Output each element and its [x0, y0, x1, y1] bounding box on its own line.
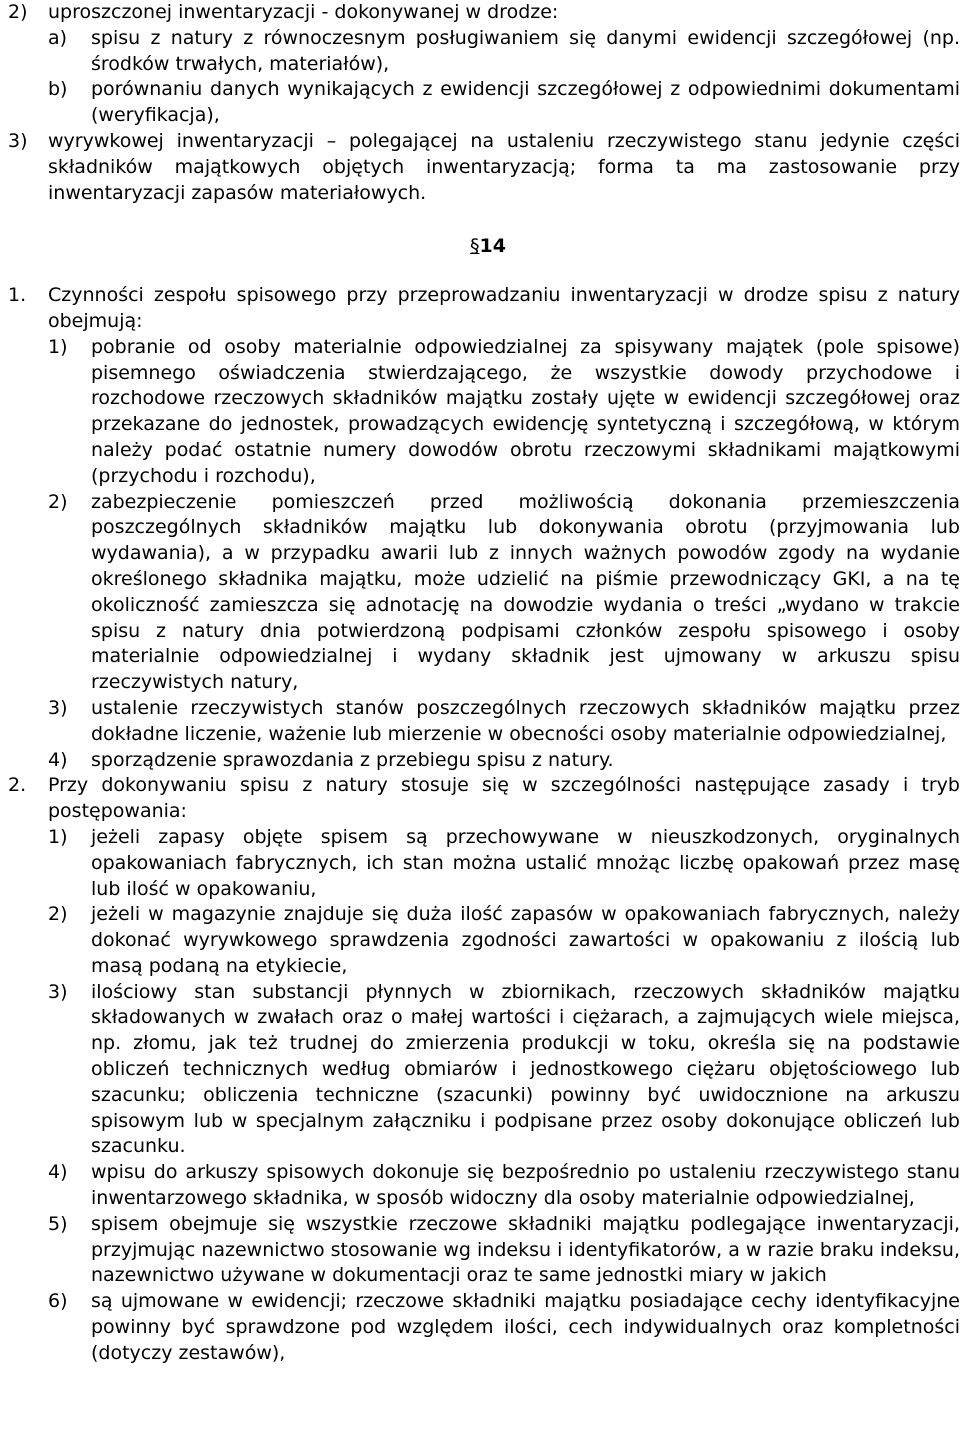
list-number: 2) [48, 490, 68, 513]
list-item-3 [8, 129, 960, 206]
list-number: 5) [48, 1212, 68, 1235]
point-2-item [8, 902, 960, 979]
list-number: 2) [8, 1, 28, 23]
section-symbol: § [470, 235, 480, 258]
list-number: 3) [48, 696, 68, 719]
point-2-item [8, 1160, 960, 1212]
list-number: 2) [48, 903, 68, 926]
point-text: Przy dokonywaniu spisu z natury stosuje się w szczególności następujące zasady i tryb postępowania: [48, 774, 960, 823]
list-letter: a) [48, 26, 68, 49]
list-text: wpisu do arkuszy spisowych dokonuje się bezpośrednio po ustaleniu rzeczywistego stanu inwentarzowego składnika, w sposób widoczny dla osoby materialnie odpowiedzialnej, [91, 1161, 960, 1210]
list-text: pobranie od osoby materialnie odpowiedzialnej za spisywany majątek (pole spisowe) pisemnego oświadczenia stwierdzającego, że wszystkie dowody przychodowe i rozchodowe rzeczowych składników majątku zostały ujęte w ewidencji szczegółowej oraz przekazane do jednostek, prowadzących ewidencję syntetyczną i szczegółową, w którym należy podać ostatnie numery dowodów obrotu rzeczowymi składnikami majątkowymi (przychodu i rozchodu), [91, 335, 960, 487]
point-1-item [8, 748, 960, 774]
list-text: spisem obejmuje się wszystkie rzeczowe składniki majątku podlegające inwentaryzacji, przyjmując nazewnictwo stosowanie wg indeksu i identyfikatorów, a w razie braku indeksu, nazewnictwo używane w dokumentacji oraz te same jednostki miary w jakich [91, 1212, 960, 1287]
list-text: ustalenie rzeczywistych stanów poszczególnych rzeczowych składników majątku przez dokładne liczenie, ważenie lub mierzenie w obecności osoby materialnie odpowiedzialnej, [91, 696, 960, 745]
list-letter: b) [48, 78, 68, 101]
list-text: uproszczonej inwentaryzacji - dokonywanej w drodze: [48, 1, 559, 23]
point-1-item [8, 335, 960, 490]
point-2-item [8, 1212, 960, 1289]
point-2-item [8, 825, 960, 902]
list-text: spisu z natury z równoczesnym posługiwaniem się danymi ewidencji szczegółowej (np. środków trwałych, materiałów), [91, 26, 960, 75]
list-number: 3) [48, 980, 68, 1003]
point-1-item [8, 696, 960, 748]
point-number: 1. [8, 284, 27, 307]
list-text: są ujmowane w ewidencji; rzeczowe składniki majątku posiadające cechy identyfikacyjne powinny być sprawdzone pod względem ilości, cech indywidualnych oraz kompletności (dotyczy zestawów), [91, 1290, 960, 1364]
list-item-2 [8, 0, 960, 26]
point-2-item [8, 980, 960, 1161]
list-item-2b [8, 77, 960, 129]
list-text: sporządzenie sprawozdania z przebiegu spisu z natury. [91, 748, 614, 771]
point-1 [8, 283, 960, 335]
list-number: 6) [48, 1290, 68, 1313]
section-heading [8, 234, 960, 260]
list-text: jeżeli w magazynie znajduje się duża ilość zapasów w opakowaniach fabrycznych, należy dokonać wyrywkowego sprawdzenia zgodności zawartości w opakowaniu z ilością lub masą podaną na etykiecie, [91, 903, 960, 977]
list-number: 1) [48, 825, 68, 848]
list-number: 4) [48, 1161, 68, 1184]
list-text: ilościowy stan substancji płynnych w zbiornikach, rzeczowych składników majątku składowanych w zwałach oraz o małej wartości i ciężarach, a zajmujących wiele miejsca, np. złomu, jak też trudnej do zmierzenia produkcji w toku, określa się na podstawie obliczeń technicznych według obmiarów i jednostkowego ciężaru objętościowego lub szacunku; obliczenia techniczne (szacunki) powinny być uwidocznione na arkuszu spisowym lub w specjalnym załączniku i podpisane przez osoby dokonujące obliczeń lub szacunku. [91, 980, 960, 1158]
point-number: 2. [8, 774, 27, 797]
list-number: 3) [8, 129, 28, 152]
point-2-item [8, 1289, 960, 1366]
list-text: wyrywkowej inwentaryzacji – polegającej na ustaleniu rzeczywistego stanu jedynie części składników majątkowych objętych inwentaryzacją; forma ta ma zastosowanie przy inwentaryzacji zapasów materiałowych. [48, 129, 960, 204]
section-number: 14 [479, 235, 506, 258]
list-text: jeżeli zapasy objęte spisem są przechowywane w nieuszkodzonych, oryginalnych opakowaniach fabrycznych, ich stan można ustalić mnożąc liczbę opakowań przez masę lub ilość w opakowaniu, [91, 825, 960, 900]
point-2 [8, 773, 960, 825]
point-text: Czynności zespołu spisowego przy przeprowadzaniu inwentaryzacji w drodze spisu z natury obejmują: [48, 284, 960, 332]
list-number: 4) [48, 748, 68, 771]
list-text: zabezpieczenie pomieszczeń przed możliwością dokonania przemieszczenia poszczególnych składników majątku lub dokonywania obrotu (przyjmowania lub wydawania), a w przypadku awarii lub z innych ważnych powodów zgody na wydanie określonego składnika majątku, może udzielić na piśmie przewodniczący GKI, a na tę okoliczność zamieszcza się adnotację na dowodzie wydania o treści „wydano w trakcie spisu z natury dnia potwierdzoną podpisami członków zespołu spisowego i osoby materialnie odpowiedzialnej i wydany składnik jest ujmowany w arkuszu spisu rzeczywistych natury, [91, 490, 960, 694]
point-1-item [8, 490, 960, 696]
list-number: 1) [48, 335, 68, 358]
list-item-2a [8, 26, 960, 78]
list-text: porównaniu danych wynikających z ewidencji szczegółowej z odpowiednimi dokumentami (weryfikacja), [91, 78, 960, 127]
